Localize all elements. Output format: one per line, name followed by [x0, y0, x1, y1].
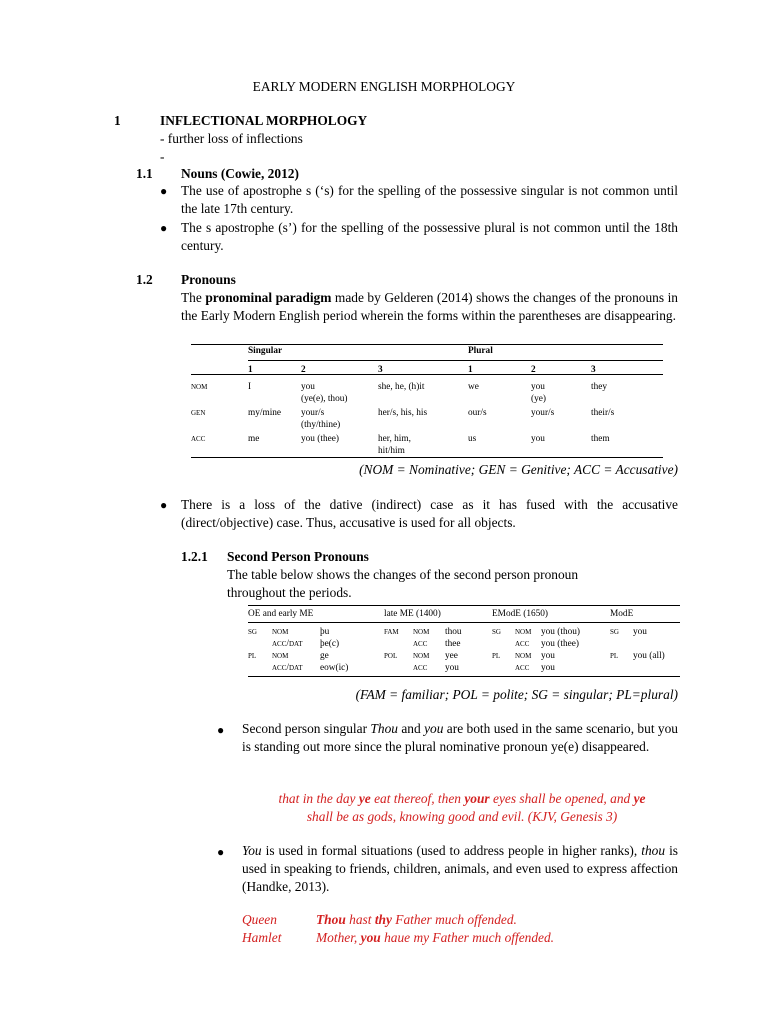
text-bold: Thou [316, 912, 346, 927]
cell [610, 638, 633, 650]
text: Second person singular [242, 721, 371, 736]
section-1-1-number: 1.1 [136, 166, 153, 181]
text: that in the day [278, 791, 359, 806]
row-label: nom [191, 382, 208, 392]
quote-line-2: shall be as gods, knowing good and evil. (KJV, Genesis 3) [306, 809, 618, 824]
cell: sg [492, 627, 501, 637]
cell: your/s [531, 408, 555, 418]
header-oe: OE and early ME [248, 609, 314, 619]
para-text: made by Gelderen (2014) shows the changes of the pronouns in the Early Modern English period wherein the forms within the parentheses are disappearing. [181, 290, 678, 323]
text: eat thereof, then [370, 791, 465, 806]
dative-bullet: There is a loss of the dative (indirect) case as it has fused with the accusative (direct/objective) case. Thus, accusative is used for all objects. [181, 497, 678, 530]
table-row [248, 624, 680, 638]
cell: thou [445, 627, 462, 637]
dialogue-line [316, 911, 517, 929]
section-1-1-title: Nouns (Cowie, 2012) [181, 166, 299, 181]
section-1-dash: - [160, 149, 165, 164]
cell [384, 662, 413, 674]
cell: þu [320, 627, 330, 637]
cell: nom [413, 627, 430, 637]
cell: you [301, 382, 315, 392]
section-1-title: INFLECTIONAL MORPHOLOGY [160, 113, 368, 128]
dialogue-speaker: Queen [242, 912, 277, 927]
row-label: acc [191, 434, 206, 444]
cell: thee [445, 639, 461, 649]
cell: their/s [591, 408, 615, 418]
text: is used in speaking to friends, children, animals, and even used to express affection (Handke, 2013). [242, 843, 678, 894]
text-italic: Thou [370, 721, 398, 736]
text: and [397, 721, 425, 736]
pronouns-paragraph [181, 289, 678, 325]
table-rule [191, 457, 663, 458]
dialogue-speaker: Hamlet [242, 930, 282, 945]
cell: our/s [468, 408, 487, 418]
text: Mother, [316, 930, 361, 945]
text-bold: you [360, 930, 381, 945]
thou-you-bullet [242, 720, 678, 756]
cell: pl [492, 651, 501, 661]
cell: you (thee) [541, 639, 579, 649]
bullet-icon: ● [160, 498, 168, 512]
table-1-caption: (NOM = Nominative; GEN = Genitive; ACC = Accusative) [359, 462, 678, 477]
text-bold: thy [374, 912, 392, 927]
pronoun-paradigm-table [191, 345, 663, 457]
text-italic: you [424, 721, 444, 736]
dialogue-line [316, 929, 554, 947]
cell: sg [248, 627, 257, 637]
col-number: 3 [378, 365, 383, 375]
table-row [248, 638, 680, 650]
text: eyes shall be opened, and [489, 791, 634, 806]
section-1-2-1-number: 1.2.1 [181, 549, 208, 564]
plural-header: Plural [468, 346, 493, 356]
section-1-number: 1 [114, 113, 121, 128]
header-mode: ModE [610, 609, 634, 619]
bullet-icon: ● [217, 845, 225, 859]
text-bold: ye [358, 791, 371, 806]
cell: sg [610, 627, 619, 637]
cell: acc [413, 639, 428, 649]
genesis-quote [222, 790, 702, 826]
cell: pl [610, 651, 619, 661]
page-title: EARLY MODERN ENGLISH MORPHOLOGY [252, 79, 516, 94]
col-number: 3 [591, 365, 596, 375]
singular-header: Singular [248, 346, 283, 356]
cell: us [468, 434, 477, 444]
col-number: 1 [248, 365, 253, 375]
bullet-icon: ● [217, 723, 225, 737]
para-bold: pronominal paradigm [205, 290, 332, 305]
col-number: 2 [301, 365, 306, 375]
cell: (ye) [531, 394, 546, 404]
cell: pl [248, 651, 257, 661]
cell: ge [320, 651, 329, 661]
cell: you [531, 382, 545, 392]
bullet-icon: ● [160, 221, 168, 235]
cell [492, 638, 515, 650]
cell [633, 662, 680, 674]
you-formal-bullet [242, 842, 678, 896]
cell: them [591, 434, 610, 444]
table-row [248, 650, 680, 662]
cell: hit/him [378, 446, 405, 456]
bullet-icon: ● [160, 184, 168, 198]
cell [248, 638, 272, 650]
cell: nom [272, 651, 289, 661]
cell: nom [515, 651, 532, 661]
cell: nom [515, 627, 532, 637]
cell: her/s, his, his [378, 408, 428, 418]
cell [248, 662, 272, 674]
cell: I [248, 382, 252, 392]
cell: you [531, 434, 545, 444]
cell: you [633, 627, 647, 637]
section-1-subtitle: - further loss of inflections [160, 131, 303, 146]
cell: you [541, 651, 555, 661]
col-number: 1 [468, 365, 473, 375]
table-row [191, 405, 663, 431]
second-person-table [248, 608, 680, 674]
table-row [191, 377, 663, 405]
cell: pol [384, 651, 398, 661]
section-1-2-number: 1.2 [136, 272, 153, 287]
cell [384, 638, 413, 650]
nouns-bullet-1: The use of apostrophe s (‘s) for the spelling of the possessive singular is not common until the late 17th century. [181, 183, 678, 216]
col-number: 2 [531, 365, 536, 375]
cell: your/s [301, 408, 325, 418]
cell: (ye(e), thou) [301, 394, 348, 404]
table-rule [248, 605, 680, 606]
cell: acc/dat [272, 639, 303, 649]
cell: eow(ic) [320, 663, 349, 673]
cell: nom [272, 627, 289, 637]
cell: you [445, 663, 459, 673]
cell: you [541, 663, 555, 673]
table-2-caption: (FAM = familiar; POL = polite; SG = singular; PL=plural) [355, 687, 678, 702]
cell: þe(c) [320, 639, 340, 649]
cell: acc [515, 663, 530, 673]
section-1-2-1-title: Second Person Pronouns [227, 549, 369, 564]
cell: nom [413, 651, 430, 661]
text: is used in formal situations (used to address people in higher ranks), [261, 843, 642, 858]
cell: we [468, 382, 479, 392]
table-rule [248, 676, 680, 677]
text: are both used in the same scenario, but you is standing out more since the plural nominative pronoun ye(e) disappeared. [242, 721, 679, 754]
cell: acc/dat [272, 663, 303, 673]
quote-line-1 [222, 790, 702, 808]
cell: my/mine [248, 408, 282, 418]
text: hast [345, 912, 375, 927]
header-emode: EModE (1650) [492, 609, 549, 619]
text-italic: thou [641, 843, 666, 858]
cell: you (thee) [301, 434, 339, 444]
para-text: The [181, 290, 206, 305]
cell: (thy/thine) [301, 420, 341, 430]
text: haue my Father much offended. [380, 930, 555, 945]
cell: acc [515, 639, 530, 649]
text-italic: You [242, 843, 262, 858]
cell: fam [384, 627, 399, 637]
cell: her, him, [378, 434, 411, 444]
nouns-bullet-2: The s apostrophe (s’) for the spelling of the possessive plural is not common until the 18th century. [181, 220, 678, 253]
cell: they [591, 382, 608, 392]
text-bold: ye [633, 791, 646, 806]
table-row [248, 662, 680, 674]
cell: she, he, (h)it [378, 382, 425, 392]
cell: you (thou) [541, 627, 580, 637]
section-1-2-title: Pronouns [181, 272, 236, 287]
table-row [191, 431, 663, 457]
row-label: gen [191, 408, 206, 418]
header-late-me: late ME (1400) [384, 609, 441, 619]
cell [492, 662, 515, 674]
text-bold: your [464, 791, 490, 806]
text: Father much offended. [391, 912, 517, 927]
cell: you (all) [633, 651, 665, 661]
cell: me [248, 434, 260, 444]
cell [633, 638, 680, 650]
cell [610, 662, 633, 674]
cell: acc [413, 663, 428, 673]
cell: yee [445, 651, 458, 661]
second-person-paragraph: The table below shows the changes of the second person pronoun throughout the periods. [227, 567, 579, 600]
